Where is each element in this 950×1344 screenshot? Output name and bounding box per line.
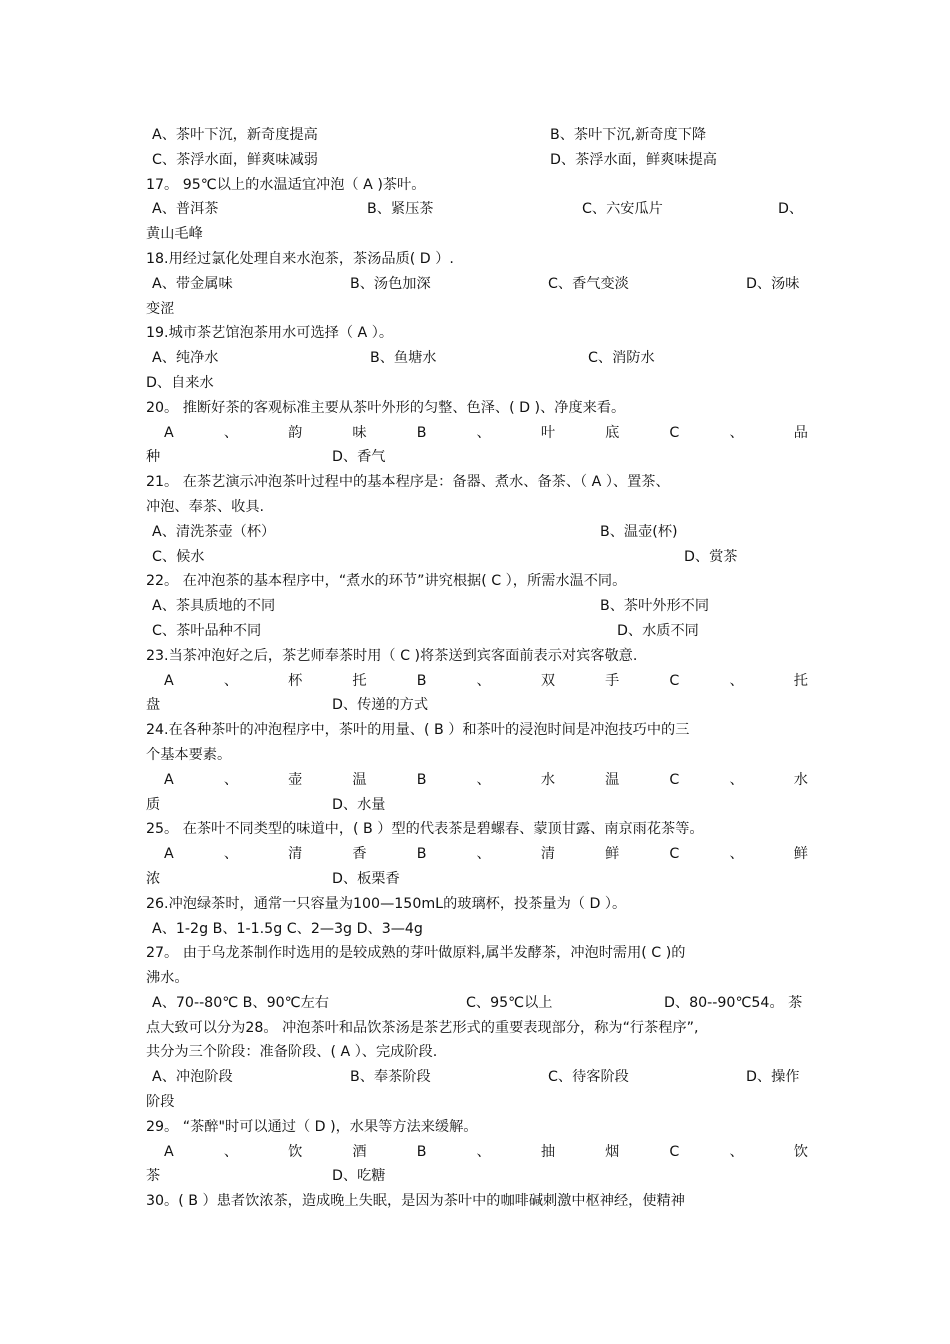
text-segment: D、自来水 [146, 374, 214, 391]
text-segment: A、带金属味 [152, 275, 233, 292]
option-glyph: 酒 [352, 1143, 367, 1160]
text-line [146, 148, 808, 173]
text-line [146, 718, 808, 743]
option-glyph: 、 [223, 1143, 239, 1160]
option-glyph: 底 [605, 424, 620, 441]
option-glyph: 饮 [288, 1143, 303, 1160]
text-line [146, 321, 808, 346]
text-line [146, 966, 808, 991]
text-line [146, 743, 808, 768]
option-glyph: 、 [729, 424, 744, 441]
text-segment: A、普洱茶 [152, 201, 219, 218]
text-line [146, 545, 808, 570]
text-line [146, 693, 808, 718]
text-segment: D、传递的方式 [332, 697, 429, 714]
text-line [146, 1065, 808, 1090]
text-line [146, 371, 808, 396]
text-line [146, 793, 808, 818]
text-segment: 26.冲泡绿茶时，通常一只容量为100—150mL的玻璃杯，投茶量为（ D ）。 [146, 895, 627, 912]
text-segment: D、 [778, 201, 804, 218]
option-glyph: 托 [793, 672, 808, 689]
text-line [146, 396, 808, 421]
option-glyph: C [669, 771, 680, 788]
option-glyph: 叶 [540, 424, 556, 441]
text-segment: 19.城市茶艺馆泡茶用水可选择（ A ）。 [146, 325, 394, 342]
text-segment: B、鱼塘水 [370, 350, 437, 367]
option-glyph: 烟 [605, 1143, 620, 1160]
option-glyph: 水 [793, 771, 808, 788]
text-line [146, 569, 808, 594]
text-line [146, 1040, 808, 1065]
text-segment: 种 [146, 449, 161, 466]
document-page [146, 123, 808, 1214]
text-segment: 阶段 [146, 1094, 175, 1111]
text-segment: 变涩 [146, 300, 175, 317]
option-glyph: 托 [352, 672, 367, 689]
text-segment: B、奉茶阶段 [350, 1069, 431, 1086]
option-glyph: C [669, 672, 680, 689]
text-line [146, 917, 808, 942]
text-line [146, 470, 808, 495]
text-line [146, 272, 808, 297]
text-line [146, 1115, 808, 1140]
text-segment: D、香气 [332, 449, 386, 466]
text-segment: 27。 由于乌龙茶制作时选用的是较成熟的芽叶做原料,属半发酵茶，冲泡时需用( C )的 [146, 945, 686, 962]
text-line [146, 867, 808, 892]
text-segment: 17。 95℃以上的水温适宜冲泡（ A )茶叶。 [146, 176, 426, 193]
text-segment: 29。 “茶醉"时可以通过（ D )，水果等方法来缓解。 [146, 1118, 478, 1135]
text-line [146, 1016, 808, 1041]
option-glyph: 、 [223, 846, 239, 863]
text-segment: 20。 推断好茶的客观标准主要从茶叶外形的匀整、色泽、( D )、净度来看。 [146, 399, 626, 416]
option-glyph: 清 [288, 846, 303, 863]
option-glyph: 手 [605, 672, 620, 689]
option-glyph: B [416, 846, 427, 863]
option-glyph: 清 [540, 846, 556, 863]
text-segment: A、清洗茶壶（杯） [152, 523, 276, 540]
text-segment: 沸水。 [146, 970, 189, 987]
option-glyph: 味 [352, 424, 367, 441]
option-glyph: 、 [223, 672, 239, 689]
text-segment: D、80--90℃54。 茶 [664, 994, 803, 1011]
text-segment: 18.用经过氯化处理自来水泡茶，茶汤品质( D ）. [146, 250, 454, 267]
option-glyph: 杯 [288, 672, 303, 689]
text-line [146, 123, 808, 148]
option-glyph: C [669, 1143, 680, 1160]
text-segment: C、待客阶段 [548, 1069, 629, 1086]
text-segment: A、纯净水 [152, 350, 219, 367]
option-glyph: 温 [352, 771, 367, 788]
text-line [146, 297, 808, 322]
text-segment: A、1-2g B、1-1.5g C、2—3g D、3—4g [152, 920, 423, 937]
text-line [146, 941, 808, 966]
option-glyph: 韵 [288, 424, 303, 441]
option-glyph: 、 [476, 1143, 491, 1160]
text-segment: 点大致可以分为28。 冲泡茶叶和品饮茶汤是茶艺形式的重要表现部分，称为“行茶程序”, [146, 1019, 699, 1036]
option-glyph: B [416, 424, 427, 441]
text-segment: 冲泡、奉茶、收具. [146, 498, 265, 515]
text-segment: C、茶浮水面，鲜爽味减弱 [152, 151, 318, 168]
option-glyph: 、 [729, 1143, 744, 1160]
text-segment: D、汤味 [746, 275, 800, 292]
text-line [146, 817, 808, 842]
text-segment: C、95℃以上 [466, 994, 553, 1011]
text-segment: A、茶叶下沉，新奇度提高 [152, 127, 318, 143]
text-line [146, 768, 808, 793]
text-line [146, 1164, 808, 1189]
text-segment: B、茶叶外形不同 [600, 598, 710, 615]
text-line [146, 173, 808, 198]
text-segment: A、70--80℃ B、90℃左右 [152, 994, 329, 1011]
option-glyph: 、 [476, 771, 491, 788]
text-line [146, 495, 808, 520]
option-glyph: 温 [605, 771, 620, 788]
text-segment: D、茶浮水面，鲜爽味提高 [550, 151, 717, 168]
option-glyph: B [416, 771, 427, 788]
text-segment: D、水质不同 [617, 622, 699, 639]
text-line [146, 421, 808, 446]
text-line [146, 1189, 808, 1214]
text-segment: 21。 在茶艺演示冲泡茶叶过程中的基本程序是：备器、煮水、备茶、（ A ）、置茶、 [146, 474, 670, 491]
option-glyph: 水 [540, 771, 556, 788]
option-glyph: 壶 [288, 771, 303, 788]
text-line [146, 1090, 808, 1115]
text-segment: 共分为三个阶段：准备阶段、( A ）、完成阶段. [146, 1044, 438, 1061]
option-glyph: 、 [476, 672, 491, 689]
text-segment: 浓 [146, 870, 161, 887]
text-line [146, 1140, 808, 1165]
text-segment: C、消防水 [588, 350, 655, 367]
option-glyph: 、 [476, 424, 491, 441]
text-line [146, 619, 808, 644]
option-glyph: 双 [540, 672, 556, 689]
option-glyph: A [164, 672, 174, 689]
option-glyph: A [164, 771, 174, 788]
text-segment: 24.在各种茶叶的冲泡程序中，茶叶的用量、( B ）和茶叶的浸泡时间是冲泡技巧中的三 [146, 722, 690, 739]
option-glyph: 、 [729, 672, 744, 689]
text-segment: 23.当茶冲泡好之后，茶艺师奉茶时用（ C )将茶送到宾客面前表示对宾客敬意. [146, 647, 638, 664]
text-segment: C、候水 [152, 548, 205, 565]
option-glyph: 鲜 [793, 846, 808, 863]
option-glyph: 抽 [540, 1143, 556, 1160]
text-segment: B、汤色加深 [350, 275, 431, 292]
text-segment: B、温壶(杯) [600, 523, 678, 540]
option-glyph: 、 [223, 771, 239, 788]
option-glyph: C [669, 424, 680, 441]
text-segment: 个基本要素。 [146, 746, 232, 763]
text-segment: D、赏茶 [684, 548, 738, 565]
text-segment: D、水量 [332, 796, 386, 813]
text-line [146, 644, 808, 669]
text-segment: 质 [146, 796, 161, 813]
text-segment: B、茶叶下沉,新奇度下降 [550, 127, 707, 143]
option-glyph: 饮 [793, 1143, 808, 1160]
option-glyph: 品 [793, 424, 808, 441]
text-line [146, 594, 808, 619]
text-line [146, 197, 808, 222]
option-glyph: 、 [729, 846, 744, 863]
text-line [146, 445, 808, 470]
text-segment: 盘 [146, 697, 161, 714]
text-segment: C、茶叶品种不同 [152, 622, 262, 639]
option-glyph: C [669, 846, 680, 863]
text-segment: C、香气变淡 [548, 275, 629, 292]
text-segment: 30。( B ）患者饮浓茶，造成晚上失眠，是因为茶叶中的咖啡碱刺激中枢神经，使精神 [146, 1193, 685, 1210]
text-segment: C、六安瓜片 [582, 201, 663, 218]
option-glyph: B [416, 672, 427, 689]
text-line [146, 247, 808, 272]
option-glyph: 、 [476, 846, 491, 863]
option-glyph: 鲜 [605, 846, 620, 863]
text-line [146, 346, 808, 371]
text-segment: D、操作 [746, 1069, 800, 1086]
option-glyph: A [164, 846, 174, 863]
option-glyph: B [416, 1143, 427, 1160]
text-line [146, 991, 808, 1016]
text-segment: A、茶具质地的不同 [152, 598, 276, 615]
text-segment: 25。 在茶叶不同类型的味道中，( B ）型的代表茶是碧螺春、蒙顶甘露、南京雨花茶等。 [146, 821, 704, 838]
option-glyph: A [164, 424, 174, 441]
text-line [146, 222, 808, 247]
text-segment: A、冲泡阶段 [152, 1069, 233, 1086]
text-segment: B、紧压茶 [367, 201, 434, 218]
text-line [146, 520, 808, 545]
text-segment: 黄山毛峰 [146, 226, 203, 243]
text-line [146, 892, 808, 917]
text-line [146, 669, 808, 694]
text-segment: 22。 在冲泡茶的基本程序中，“煮水的环节”讲究根据( C ），所需水温不同。 [146, 573, 627, 590]
option-glyph: A [164, 1143, 174, 1160]
text-segment: 茶 [146, 1168, 161, 1185]
text-line [146, 842, 808, 867]
option-glyph: 、 [729, 771, 744, 788]
option-glyph: 、 [223, 424, 239, 441]
text-segment: D、吃糖 [332, 1168, 386, 1185]
option-glyph: 香 [352, 846, 367, 863]
text-segment: D、板栗香 [332, 870, 400, 887]
